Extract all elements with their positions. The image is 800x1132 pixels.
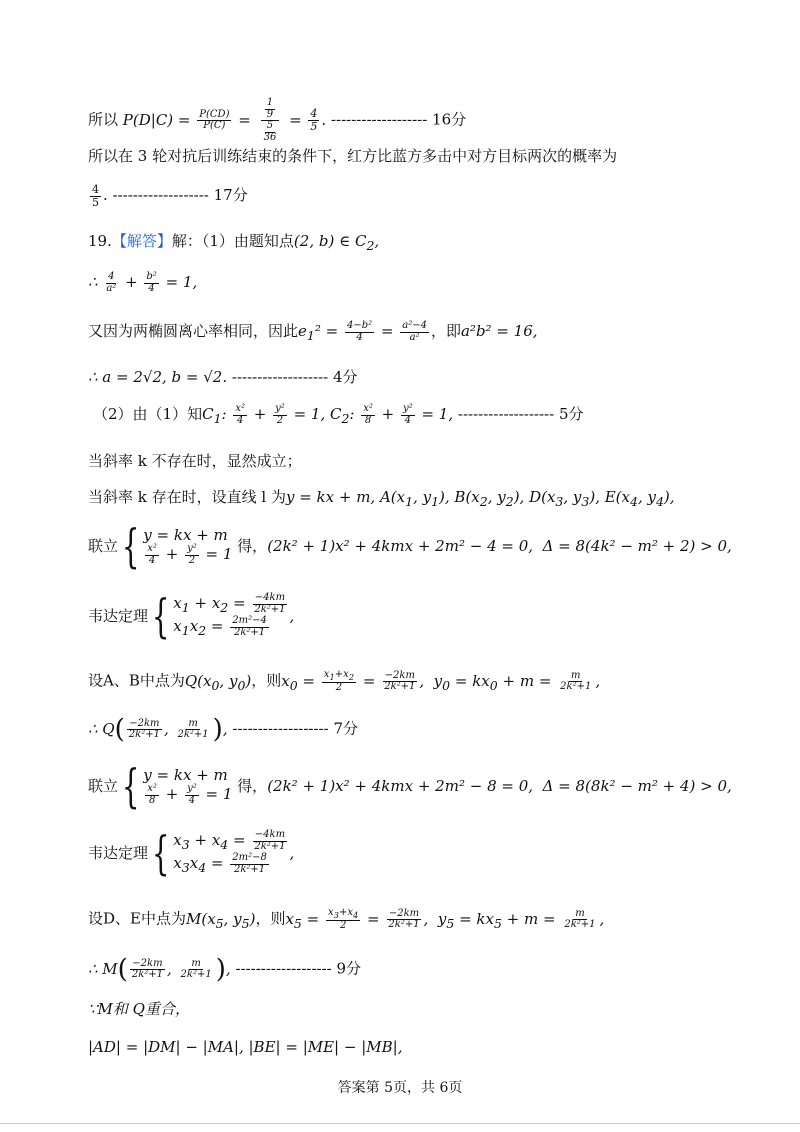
brace-1: { [121, 519, 140, 573]
line-q19-start [88, 232, 379, 253]
formula-line-points: y = kx + m, $A(x_1$, $y_1$), $B(x_2$, $y_2$), $D(x_3$, $y_3$), $E(x_4$, $y_4$), [285, 488, 675, 509]
label-lianli-1: 联立 [88, 537, 119, 555]
page-footer: 答案第 5页，共 6页 [337, 1080, 463, 1096]
line-midpoint-q [88, 670, 600, 693]
formula-m-coords: ∴ M( $\frac{-2km}{\text{2k²+1}}$ , $\frac{m}{\text{2k²+1}}$ ), [88, 954, 231, 984]
text-ji: ，即 [430, 322, 461, 340]
formula-quadratic-2: (2k² + 1)x² + 4kmx + 2m² − 8 = 0, Δ = 8(8k² − m² + 4) > 0, [267, 777, 732, 795]
label-lianli-2: 联立 [88, 777, 119, 795]
line-eccentricity [88, 321, 538, 343]
line-midpoint-m [88, 908, 604, 931]
line-a-b-values [88, 368, 358, 386]
formula-pdc: P(D|C) = $\frac{P(CD)}{P(C)}$ = $\frac{\frac{1}{9}}{\frac{5}{36}}$ = $\frac{4}{5}$ . [122, 97, 331, 143]
line-vieta-2: 韦达定理{ $x_3 + x_4$ = $\frac{-4km}{\text{2k²+1}}$ $x_3x_4$ = $\frac{\text{2m²−8}}{\text{2k²+1}}$ , [88, 826, 295, 880]
text-then-2: ，则 [255, 909, 286, 928]
line-conclusion: 所以在 3 轮对抗后训练结束的条件下，红方比蓝方多击中对方目标两次的概率为 [88, 147, 618, 165]
score-17: ------------------- 17分 [112, 186, 248, 205]
text-de-1: 得， [237, 537, 268, 555]
line-answer-4-5: $\frac{4}{5}$ . ------------------- 17分 [92, 183, 248, 209]
line-system-2 [88, 759, 732, 813]
brace-vieta-1: { [151, 589, 170, 643]
solution-text: 解：（1）由题知点 [171, 232, 294, 250]
formula-a2b2-16: a²b² = 16, [460, 322, 538, 340]
text-slope-exists: 当斜率 k 存在时，设直线 l 为 [88, 488, 286, 506]
formula-quadratic-1: (2k² + 1)x² + 4kmx + 2m² − 4 = 0, Δ = 8(4k² − m² + 2) > 0, [267, 537, 732, 555]
text-midpoint-de: 设D、E中点为 [88, 909, 186, 928]
formula-e1-squared: $e_1^2$ = $\frac{\text{4−b²}}{4}$ = $\frac{\text{a²−4}}{\text{a²}}$ [298, 320, 427, 343]
formula-c1-c2: $C_1$: $\frac{\text{x²}}{4}$ + $\frac{\text{y²}}{2}$ = 1, $C_2$: $\frac{\text{x²}}{8}$ + $\frac{\text{y²}}{4}$ = 1, [202, 403, 454, 426]
label-vieta-1: 韦达定理 [88, 607, 149, 625]
text-suoyi: 所以 [88, 110, 119, 129]
question-number: 19. [88, 232, 112, 250]
formula-q: $Q(x_0$, $y_0$) [184, 671, 252, 693]
line-m-coords [88, 954, 361, 985]
text-then-1: ，则 [251, 671, 282, 690]
score-9: ------------------- 9分 [235, 959, 362, 978]
line-distance-relations: |AD| = |DM| − |MA|, |BE| = |ME| − |MB|, [88, 1038, 403, 1056]
vieta-system-2: $x_3 + x_4$ = $\frac{-4km}{\text{2k²+1}}$ $x_3x_4$ = $\frac{\text{2m²−8}}{\text{2k²+1}}$ [173, 829, 286, 875]
line-q-coords [88, 714, 358, 745]
brace-2: { [121, 759, 140, 813]
text-de-2: 得， [237, 777, 268, 795]
brace-vieta-2: { [151, 826, 170, 880]
vieta-system-1: $x_1 + x_2$ = $\frac{-4km}{\text{2k²+1}}$ $x_1x_2$ = $\frac{\text{2m²−4}}{\text{2k²+1}}$ [173, 592, 286, 638]
system-1: y = kx + m $\frac{\text{x²}}{4}$ + $\frac{\text{y²}}{2}$ = 1 [143, 525, 233, 566]
line-conditional-probability [88, 98, 466, 143]
bottom-divider [0, 1123, 800, 1124]
text-eccentricity: 又因为两椭圆离心率相同，因此 [88, 322, 299, 340]
formula-4-a2-b2-4: ∴ $\frac{4}{\text{a²}}$ + $\frac{\text{b²}}{4}$ = 1, [88, 271, 198, 294]
line-slope-not-exist: 当斜率 k 不存在时，显然成立； [88, 452, 302, 470]
text-part-2: （2）由（1）知 [93, 405, 203, 423]
formula-a-b: ∴ a = 2√2, b = √2. [88, 368, 228, 386]
score-5: ------------------- 5分 [457, 405, 584, 423]
formula-m: $M(x_5$, $y_5$) [185, 909, 256, 931]
score-7: ------------------- 7分 [232, 719, 358, 738]
formula-point-in-c2: (2, b) ∈ $C_2$, [293, 232, 380, 253]
fraction-4-5: $\frac{4}{5}$ [92, 183, 99, 209]
system-2: y = kx + m $\frac{\text{x²}}{8}$ + $\frac{\text{y²}}{4}$ = 1 [143, 765, 233, 806]
line-ellipse-equation [88, 272, 197, 294]
line-vieta-1: 韦达定理{ $x_1 + x_2$ = $\frac{-4km}{\text{2k²+1}}$ $x_1x_2$ = $\frac{\text{2m²−4}}{\text{2k²+1}}$ , [88, 589, 295, 643]
score-16: ------------------- 16分 [330, 110, 467, 129]
text-midpoint-ab: 设A、B中点为 [88, 671, 185, 690]
line-slope-exists [88, 488, 675, 509]
score-4: ------------------- 4分 [231, 368, 358, 386]
label-vieta-2: 韦达定理 [88, 844, 149, 862]
formula-q-coords: ∴ Q( $\frac{-2km}{\text{2k²+1}}$ , $\frac{m}{\text{2k²+1}}$ ), [88, 714, 228, 744]
line-m-q-coincide: ∵M和 Q重合， [88, 1000, 190, 1018]
formula-x0-y0: $x_0$ = $\frac{x_1+x_2}{2}$ = $\frac{-2km}{\text{2k²+1}}$ , $y_0 = kx_0 + m$ = $\frac{m}{\text{2k²+1}}$ , [281, 669, 601, 693]
answer-tag: 【解答】 [111, 232, 172, 250]
line-system-1 [88, 519, 732, 573]
formula-x5-y5: $x_5$ = $\frac{x_3+x_4}{2}$ = $\frac{-2km}{\text{2k²+1}}$ , $y_5 = kx_5 + m$ = $\frac{m}{\text{2k²+1}}$ , [285, 907, 605, 931]
line-part-2-ellipses [93, 404, 584, 426]
